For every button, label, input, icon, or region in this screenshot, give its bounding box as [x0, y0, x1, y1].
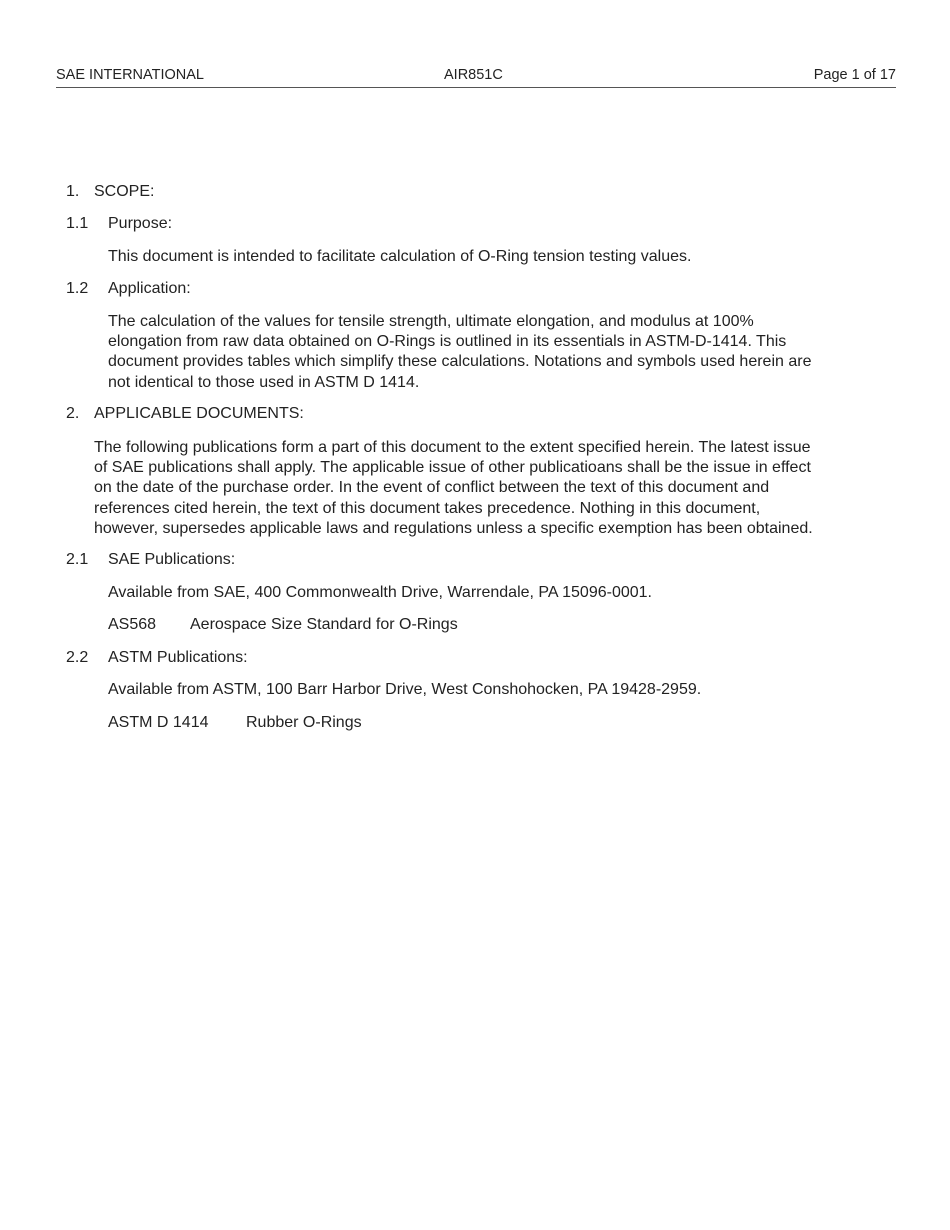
section-heading-scope: SCOPE: — [94, 183, 155, 200]
section-number: 1.2 — [66, 280, 89, 297]
paragraph-line: elongation from raw data obtained on O-Rings is outlined in its essentials in ASTM-D-1414. This — [108, 333, 787, 351]
paragraph-line: The calculation of the values for tensile strength, ultimate elongation, and modulus at 100% — [108, 313, 754, 330]
header-organization: SAE INTERNATIONAL — [56, 67, 204, 83]
section-number: 2.2 — [66, 649, 89, 666]
reference-id: ASTM D 1414 — [108, 714, 209, 731]
purpose-paragraph: This document is intended to facilitate calculation of O-Ring tension testing values. — [108, 248, 692, 265]
applicable-documents-paragraph — [94, 438, 813, 539]
page-header — [56, 66, 896, 88]
sae-address: Available from SAE, 400 Commonwealth Drive, Warrendale, PA 15096-0001. — [108, 584, 652, 601]
section-heading-applicable-documents: APPLICABLE DOCUMENTS: — [94, 405, 304, 422]
reference-title: Rubber O-Rings — [246, 714, 362, 731]
paragraph-line: references cited herein, the text of this document takes precedence. Nothing in this document, — [94, 499, 761, 517]
reference-id: AS568 — [108, 616, 157, 633]
paragraph-line: not identical to those used in ASTM D 1414. — [108, 373, 420, 391]
astm-address: Available from ASTM, 100 Barr Harbor Drive, West Conshohocken, PA 19428-2959. — [108, 681, 702, 698]
application-paragraph — [108, 312, 811, 393]
header-page-number: Page 1 of 17 — [813, 67, 896, 83]
section-number: 2. — [66, 405, 80, 422]
section-heading-astm-publications: ASTM Publications: — [108, 649, 248, 666]
reference-title: Aerospace Size Standard for O-Rings — [190, 616, 458, 633]
paragraph-line: The following publications form a part of this document to the extent specified herein. The latest issue — [94, 439, 811, 456]
paragraph-line: of SAE publications shall apply. The applicable issue of other publicatioans shall be the issue in effect — [94, 459, 811, 477]
section-heading-purpose: Purpose: — [108, 215, 173, 232]
header-document-number: AIR851C — [444, 67, 503, 83]
section-number: 1. — [66, 183, 80, 200]
section-number: 1.1 — [66, 215, 89, 232]
section-heading-application: Application: — [108, 280, 191, 297]
paragraph-line: on the date of the purchase order. In the event of conflict between the text of this document and — [94, 479, 770, 497]
section-number: 2.1 — [66, 551, 89, 568]
paragraph-line: document provides tables which simplify these calculations. Notations and symbols used herein are — [108, 353, 812, 371]
section-heading-sae-publications: SAE Publications: — [108, 551, 236, 568]
paragraph-line: however, supersedes applicable laws and regulations unless a specific exemption has been obtained. — [94, 519, 813, 537]
